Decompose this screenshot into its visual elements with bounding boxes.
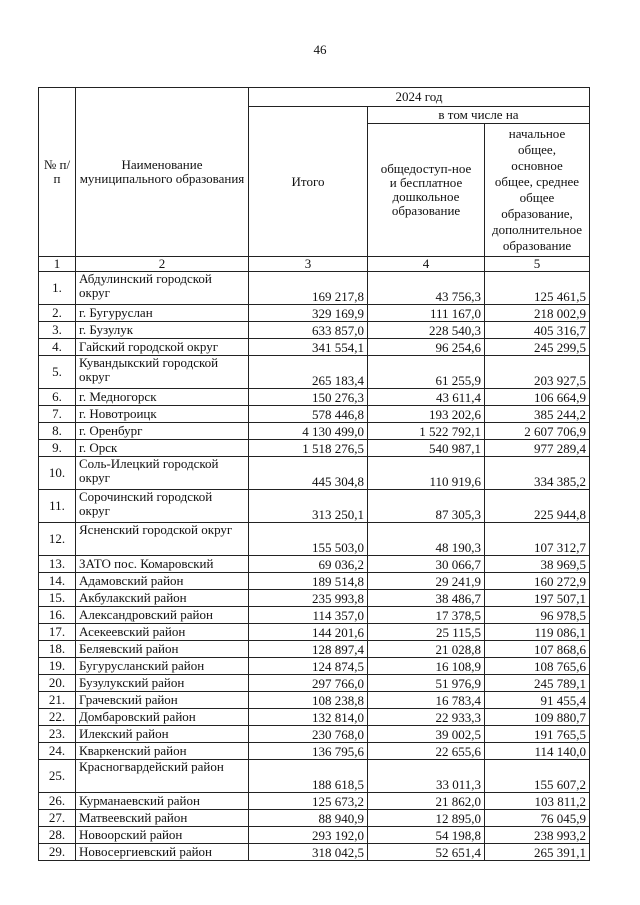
- col-header-including: в том числе на: [368, 107, 590, 124]
- total-value: 169 217,8: [249, 272, 368, 305]
- total-value: 69 036,2: [249, 556, 368, 573]
- municipality-name: Новосергиевский район: [76, 844, 249, 861]
- municipality-name: Соль-Илецкий городской округ: [76, 457, 249, 490]
- preschool-value: 110 919,6: [368, 457, 485, 490]
- preschool-value: 21 028,8: [368, 641, 485, 658]
- municipality-name: Сорочинский городской округ: [76, 490, 249, 523]
- row-number: 15.: [39, 590, 76, 607]
- municipality-name: Бугурусланский район: [76, 658, 249, 675]
- preschool-value: 17 378,5: [368, 607, 485, 624]
- general-education-value: 108 765,6: [485, 658, 590, 675]
- municipality-name: Курманаевский район: [76, 793, 249, 810]
- municipality-name: г. Орск: [76, 440, 249, 457]
- table-row: [39, 624, 590, 641]
- total-value: 128 897,4: [249, 641, 368, 658]
- row-number: 12.: [39, 523, 76, 556]
- total-value: 313 250,1: [249, 490, 368, 523]
- general-education-value: 91 455,4: [485, 692, 590, 709]
- total-value: 155 503,0: [249, 523, 368, 556]
- total-value: 445 304,8: [249, 457, 368, 490]
- row-number: 23.: [39, 726, 76, 743]
- total-value: 132 814,0: [249, 709, 368, 726]
- municipality-name: Домбаровский район: [76, 709, 249, 726]
- general-education-value: 197 507,1: [485, 590, 590, 607]
- preschool-value: 87 305,3: [368, 490, 485, 523]
- table-row: [39, 709, 590, 726]
- municipality-name: Грачевский район: [76, 692, 249, 709]
- preschool-value: 43 611,4: [368, 389, 485, 406]
- table-row: [39, 675, 590, 692]
- municipality-name: г. Оренбург: [76, 423, 249, 440]
- row-number: 27.: [39, 810, 76, 827]
- total-value: 125 673,2: [249, 793, 368, 810]
- row-number: 18.: [39, 641, 76, 658]
- municipality-name: г. Новотроицк: [76, 406, 249, 423]
- total-value: 108 238,8: [249, 692, 368, 709]
- total-value: 1 518 276,5: [249, 440, 368, 457]
- preschool-value: 61 255,9: [368, 356, 485, 389]
- total-value: 293 192,0: [249, 827, 368, 844]
- total-value: 230 768,0: [249, 726, 368, 743]
- preschool-value: 228 540,3: [368, 322, 485, 339]
- col-header-general: начальное общее, основное общее, среднее общее образование, дополнительное образование: [485, 124, 590, 257]
- general-education-value: 119 086,1: [485, 624, 590, 641]
- row-number: 4.: [39, 339, 76, 356]
- preschool-value: 540 987,1: [368, 440, 485, 457]
- column-numbers-row: [39, 257, 590, 272]
- table-row: [39, 590, 590, 607]
- preschool-value: 25 115,5: [368, 624, 485, 641]
- general-education-value: 2 607 706,9: [485, 423, 590, 440]
- preschool-value: 1 522 792,1: [368, 423, 485, 440]
- municipality-name: Адамовский район: [76, 573, 249, 590]
- general-education-value: 238 993,2: [485, 827, 590, 844]
- total-value: 136 795,6: [249, 743, 368, 760]
- row-number: 10.: [39, 457, 76, 490]
- municipality-name: Асекеевский район: [76, 624, 249, 641]
- row-number: 17.: [39, 624, 76, 641]
- table-row: [39, 322, 590, 339]
- row-number: 8.: [39, 423, 76, 440]
- col-header-total: Итого: [249, 107, 368, 257]
- general-education-value: 334 385,2: [485, 457, 590, 490]
- preschool-value: 193 202,6: [368, 406, 485, 423]
- preschool-value: 30 066,7: [368, 556, 485, 573]
- general-education-value: 103 811,2: [485, 793, 590, 810]
- col-header-name: Наименование муниципального образования: [76, 88, 249, 257]
- preschool-value: 48 190,3: [368, 523, 485, 556]
- municipality-name: г. Бугуруслан: [76, 305, 249, 322]
- table-row: [39, 423, 590, 440]
- row-number: 14.: [39, 573, 76, 590]
- col-header-preschool: общедоступ-ное и бесплатное дошкольное образование: [368, 124, 485, 257]
- col-header-number: № п/п: [39, 88, 76, 257]
- general-education-value: 191 765,5: [485, 726, 590, 743]
- column-number: 5: [485, 257, 590, 272]
- table-row: [39, 556, 590, 573]
- preschool-value: 12 895,0: [368, 810, 485, 827]
- table-row: [39, 339, 590, 356]
- total-value: 188 618,5: [249, 760, 368, 793]
- preschool-value: 43 756,3: [368, 272, 485, 305]
- row-number: 11.: [39, 490, 76, 523]
- preschool-value: 52 651,4: [368, 844, 485, 861]
- municipality-name: Александровский район: [76, 607, 249, 624]
- preschool-value: 39 002,5: [368, 726, 485, 743]
- preschool-value: 38 486,7: [368, 590, 485, 607]
- table-row: [39, 305, 590, 322]
- row-number: 24.: [39, 743, 76, 760]
- budget-table: [38, 87, 590, 861]
- general-education-value: 218 002,9: [485, 305, 590, 322]
- row-number: 22.: [39, 709, 76, 726]
- municipality-name: Матвеевский район: [76, 810, 249, 827]
- total-value: 318 042,5: [249, 844, 368, 861]
- column-number: 1: [39, 257, 76, 272]
- general-education-value: 96 978,5: [485, 607, 590, 624]
- general-education-value: 265 391,1: [485, 844, 590, 861]
- general-education-value: 125 461,5: [485, 272, 590, 305]
- table-row: [39, 457, 590, 490]
- table-row: [39, 440, 590, 457]
- column-number: 4: [368, 257, 485, 272]
- preschool-value: 29 241,9: [368, 573, 485, 590]
- column-number: 2: [76, 257, 249, 272]
- preschool-value: 21 862,0: [368, 793, 485, 810]
- total-value: 88 940,9: [249, 810, 368, 827]
- row-number: 13.: [39, 556, 76, 573]
- row-number: 16.: [39, 607, 76, 624]
- table-row: [39, 726, 590, 743]
- general-education-value: 245 789,1: [485, 675, 590, 692]
- row-number: 5.: [39, 356, 76, 389]
- table-row: [39, 760, 590, 793]
- municipality-name: г. Бузулук: [76, 322, 249, 339]
- general-education-value: 405 316,7: [485, 322, 590, 339]
- row-number: 29.: [39, 844, 76, 861]
- table-row: [39, 607, 590, 624]
- general-education-value: 245 299,5: [485, 339, 590, 356]
- table-row: [39, 389, 590, 406]
- general-education-value: 76 045,9: [485, 810, 590, 827]
- municipality-name: Гайский городской округ: [76, 339, 249, 356]
- municipality-name: Акбулакский район: [76, 590, 249, 607]
- table-row: [39, 658, 590, 675]
- row-number: 7.: [39, 406, 76, 423]
- table-row: [39, 793, 590, 810]
- row-number: 26.: [39, 793, 76, 810]
- general-education-value: 385 244,2: [485, 406, 590, 423]
- municipality-name: г. Медногорск: [76, 389, 249, 406]
- general-education-value: 225 944,8: [485, 490, 590, 523]
- row-number: 20.: [39, 675, 76, 692]
- general-education-value: 114 140,0: [485, 743, 590, 760]
- general-education-value: 977 289,4: [485, 440, 590, 457]
- total-value: 144 201,6: [249, 624, 368, 641]
- table-row: [39, 810, 590, 827]
- total-value: 189 514,8: [249, 573, 368, 590]
- total-value: 329 169,9: [249, 305, 368, 322]
- total-value: 114 357,0: [249, 607, 368, 624]
- total-value: 150 276,3: [249, 389, 368, 406]
- table-row: [39, 573, 590, 590]
- row-number: 2.: [39, 305, 76, 322]
- municipality-name: Кваркенский район: [76, 743, 249, 760]
- general-education-value: 203 927,5: [485, 356, 590, 389]
- general-education-value: 106 664,9: [485, 389, 590, 406]
- table-row: [39, 844, 590, 861]
- row-number: 6.: [39, 389, 76, 406]
- municipality-name: Ясненский городской округ: [76, 523, 249, 556]
- preschool-value: 22 933,3: [368, 709, 485, 726]
- total-value: 265 183,4: [249, 356, 368, 389]
- preschool-value: 51 976,9: [368, 675, 485, 692]
- total-value: 341 554,1: [249, 339, 368, 356]
- row-number: 28.: [39, 827, 76, 844]
- preschool-value: 33 011,3: [368, 760, 485, 793]
- preschool-value: 54 198,8: [368, 827, 485, 844]
- general-education-value: 155 607,2: [485, 760, 590, 793]
- general-education-value: 107 868,6: [485, 641, 590, 658]
- municipality-name: Новоорский район: [76, 827, 249, 844]
- municipality-name: ЗАТО пос. Комаровский: [76, 556, 249, 573]
- preschool-value: 16 783,4: [368, 692, 485, 709]
- general-education-value: 38 969,5: [485, 556, 590, 573]
- table-row: [39, 743, 590, 760]
- row-number: 1.: [39, 272, 76, 305]
- municipality-name: Абдулинский городской округ: [76, 272, 249, 305]
- total-value: 297 766,0: [249, 675, 368, 692]
- column-number: 3: [249, 257, 368, 272]
- table-row: [39, 692, 590, 709]
- table-row: [39, 406, 590, 423]
- preschool-value: 22 655,6: [368, 743, 485, 760]
- municipality-name: Красногвардейский район: [76, 760, 249, 793]
- table-row: [39, 490, 590, 523]
- row-number: 25.: [39, 760, 76, 793]
- row-number: 3.: [39, 322, 76, 339]
- total-value: 578 446,8: [249, 406, 368, 423]
- col-header-year: 2024 год: [249, 88, 590, 107]
- preschool-value: 111 167,0: [368, 305, 485, 322]
- municipality-name: Беляевский район: [76, 641, 249, 658]
- table-row: [39, 272, 590, 305]
- total-value: 633 857,0: [249, 322, 368, 339]
- general-education-value: 160 272,9: [485, 573, 590, 590]
- table-row: [39, 523, 590, 556]
- total-value: 124 874,5: [249, 658, 368, 675]
- general-education-value: 107 312,7: [485, 523, 590, 556]
- table-row: [39, 827, 590, 844]
- preschool-value: 96 254,6: [368, 339, 485, 356]
- municipality-name: Бузулукский район: [76, 675, 249, 692]
- general-education-value: 109 880,7: [485, 709, 590, 726]
- municipality-name: Кувандыкский городской округ: [76, 356, 249, 389]
- table-row: [39, 641, 590, 658]
- total-value: 4 130 499,0: [249, 423, 368, 440]
- row-number: 9.: [39, 440, 76, 457]
- preschool-value: 16 108,9: [368, 658, 485, 675]
- municipality-name: Илекский район: [76, 726, 249, 743]
- row-number: 19.: [39, 658, 76, 675]
- page-number: 46: [313, 42, 327, 57]
- table-row: [39, 356, 590, 389]
- total-value: 235 993,8: [249, 590, 368, 607]
- row-number: 21.: [39, 692, 76, 709]
